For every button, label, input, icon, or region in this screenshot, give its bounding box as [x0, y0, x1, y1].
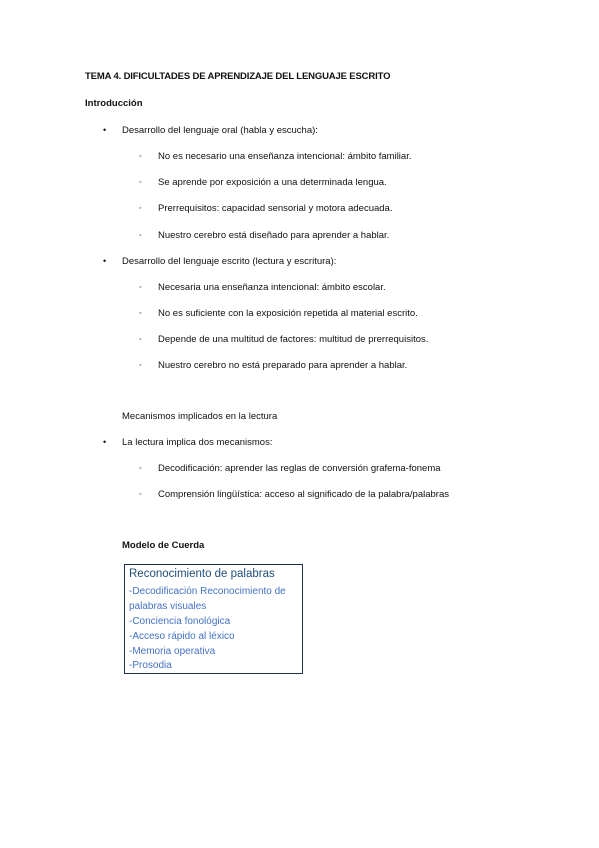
- sub-bullet-icon: ◦: [139, 336, 142, 343]
- box-line: -Conciencia fonológica: [129, 616, 231, 627]
- oral-item-3: Prerrequisitos: capacidad sensorial y motora adecuada.: [158, 203, 393, 214]
- escrito-item-2: No es suficiente con la exposición repetida al material escrito.: [158, 308, 418, 319]
- intro-heading: Introducción: [85, 98, 143, 109]
- box-line: -Decodificación Reconocimiento de: [129, 586, 286, 597]
- oral-item-4: Nuestro cerebro está diseñado para aprender a hablar.: [158, 230, 390, 241]
- escrito-item-4: Nuestro cerebro no está preparado para aprender a hablar.: [158, 360, 408, 371]
- sub-bullet-icon: ◦: [139, 491, 142, 498]
- reconocimiento-box: [124, 564, 303, 674]
- sub-bullet-icon: ◦: [139, 362, 142, 369]
- box-line: -Memoria operativa: [129, 646, 216, 657]
- sub-bullet-icon: ◦: [139, 179, 142, 186]
- document-title: TEMA 4. DIFICULTADES DE APRENDIZAJE DEL LENGUAJE ESCRITO: [85, 71, 391, 82]
- box-line: palabras visuales: [129, 601, 207, 612]
- bullet-icon: •: [103, 125, 107, 135]
- box-heading: Reconocimiento de palabras: [129, 568, 275, 580]
- sub-bullet-icon: ◦: [139, 205, 142, 212]
- bullet-icon: •: [103, 256, 107, 266]
- oral-bullet-label: Desarrollo del lenguaje oral (habla y escucha):: [122, 125, 318, 136]
- sub-bullet-icon: ◦: [139, 232, 142, 239]
- lectura-item-1: Decodificación: aprender las reglas de conversión grafema-fonema: [158, 463, 441, 474]
- box-line: -Acceso rápido al léxico: [129, 631, 235, 642]
- escrito-item-3: Depende de una multitud de factores: multitud de prerrequisitos.: [158, 334, 429, 345]
- lectura-bullet-label: La lectura implica dos mecanismos:: [122, 437, 273, 448]
- sub-bullet-icon: ◦: [139, 465, 142, 472]
- escrito-bullet-label: Desarrollo del lenguaje escrito (lectura y escritura):: [122, 256, 337, 267]
- box-line: -Prosodia: [129, 660, 172, 671]
- sub-bullet-icon: ◦: [139, 153, 142, 160]
- lectura-item-2: Comprensión lingüística: acceso al significado de la palabra/palabras: [158, 489, 449, 500]
- mecanismos-heading: Mecanismos implicados en la lectura: [122, 411, 278, 422]
- sub-bullet-icon: ◦: [139, 284, 142, 291]
- sub-bullet-icon: ◦: [139, 310, 142, 317]
- modelo-heading: Modelo de Cuerda: [122, 540, 205, 551]
- oral-item-2: Se aprende por exposición a una determinada lengua.: [158, 177, 387, 188]
- oral-item-1: No es necesario una enseñanza intencional: ámbito familiar.: [158, 151, 412, 162]
- escrito-item-1: Necesaria una enseñanza intencional: ámbito escolar.: [158, 282, 386, 293]
- bullet-icon: •: [103, 437, 107, 447]
